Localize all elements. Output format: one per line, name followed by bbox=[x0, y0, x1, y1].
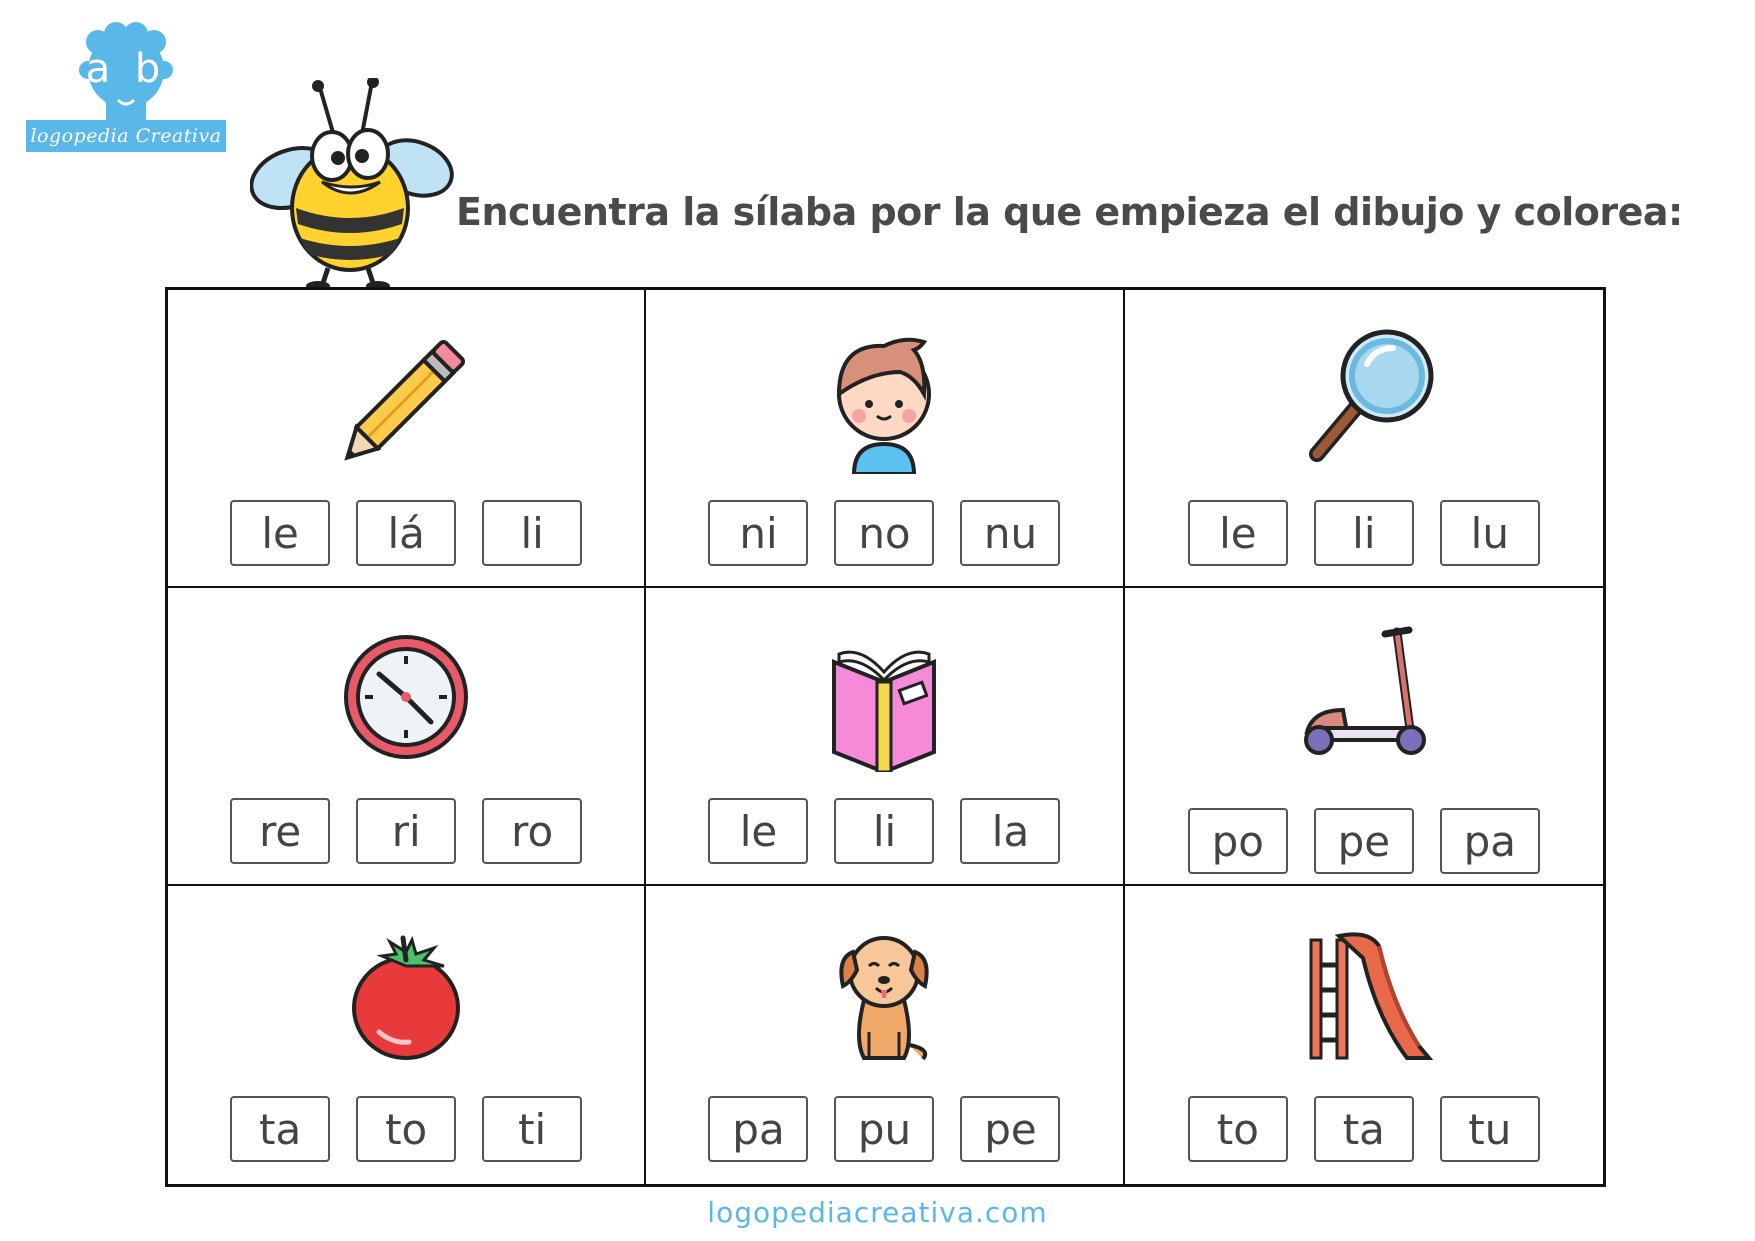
exercise-cell bbox=[646, 886, 1124, 1184]
syllable-option[interactable]: ro bbox=[482, 798, 582, 864]
syllable-option[interactable]: ri bbox=[356, 798, 456, 864]
syllable-options bbox=[1125, 500, 1603, 566]
logo-banner: logopedia Creativa bbox=[26, 120, 226, 152]
slide-icon bbox=[1289, 920, 1439, 1070]
syllable-options bbox=[1125, 1096, 1603, 1162]
syllable-option[interactable]: ta bbox=[230, 1096, 330, 1162]
syllable-options bbox=[646, 500, 1122, 566]
exercise-cell bbox=[168, 290, 646, 588]
exercise-cell bbox=[646, 290, 1124, 588]
logo-letters: a b bbox=[85, 46, 167, 92]
syllable-option[interactable]: lá bbox=[356, 500, 456, 566]
exercise-cell bbox=[1125, 588, 1603, 886]
syllable-options bbox=[168, 500, 644, 566]
dog-icon bbox=[809, 920, 959, 1070]
syllable-option[interactable]: pe bbox=[960, 1096, 1060, 1162]
syllable-option[interactable]: no bbox=[834, 500, 934, 566]
syllable-option[interactable]: ti bbox=[482, 1096, 582, 1162]
syllable-options bbox=[168, 798, 644, 864]
syllable-options bbox=[646, 1096, 1122, 1162]
syllable-option[interactable]: ni bbox=[708, 500, 808, 566]
syllable-options bbox=[168, 1096, 644, 1162]
bee-icon bbox=[250, 78, 460, 288]
syllable-option[interactable]: li bbox=[482, 500, 582, 566]
logo bbox=[26, 22, 226, 152]
syllable-options bbox=[1125, 808, 1603, 874]
tomato-icon bbox=[331, 920, 481, 1070]
magnifying-glass-icon bbox=[1289, 324, 1439, 474]
scooter-icon bbox=[1289, 622, 1439, 772]
syllable-option[interactable]: le bbox=[708, 798, 808, 864]
syllable-option[interactable]: po bbox=[1188, 808, 1288, 874]
syllable-options bbox=[646, 798, 1122, 864]
book-icon bbox=[809, 622, 959, 772]
footer-url[interactable]: logopediacreativa.com bbox=[707, 1196, 1048, 1229]
syllable-option[interactable]: pa bbox=[1440, 808, 1540, 874]
clock-icon bbox=[331, 622, 481, 772]
syllable-option[interactable]: ta bbox=[1314, 1096, 1414, 1162]
syllable-option[interactable]: pa bbox=[708, 1096, 808, 1162]
exercise-cell bbox=[646, 588, 1124, 886]
syllable-option[interactable]: la bbox=[960, 798, 1060, 864]
exercise-cell bbox=[1125, 886, 1603, 1184]
syllable-option[interactable]: tu bbox=[1440, 1096, 1540, 1162]
syllable-option[interactable]: li bbox=[1314, 500, 1414, 566]
syllable-option[interactable]: pe bbox=[1314, 808, 1414, 874]
page-title: Encuentra la sílaba por la que empieza el dibujo y colorea: bbox=[456, 190, 1683, 234]
syllable-option[interactable]: li bbox=[834, 798, 934, 864]
exercise-cell bbox=[168, 886, 646, 1184]
pencil-icon bbox=[331, 324, 481, 474]
syllable-option[interactable]: re bbox=[230, 798, 330, 864]
boy-icon bbox=[809, 324, 959, 474]
exercise-cell bbox=[1125, 290, 1603, 588]
syllable-option[interactable]: to bbox=[356, 1096, 456, 1162]
syllable-option[interactable]: to bbox=[1188, 1096, 1288, 1162]
exercise-cell bbox=[168, 588, 646, 886]
syllable-option[interactable]: le bbox=[230, 500, 330, 566]
syllable-option[interactable]: lu bbox=[1440, 500, 1540, 566]
syllable-option[interactable]: nu bbox=[960, 500, 1060, 566]
syllable-option[interactable]: le bbox=[1188, 500, 1288, 566]
exercise-grid bbox=[165, 287, 1606, 1187]
syllable-option[interactable]: pu bbox=[834, 1096, 934, 1162]
